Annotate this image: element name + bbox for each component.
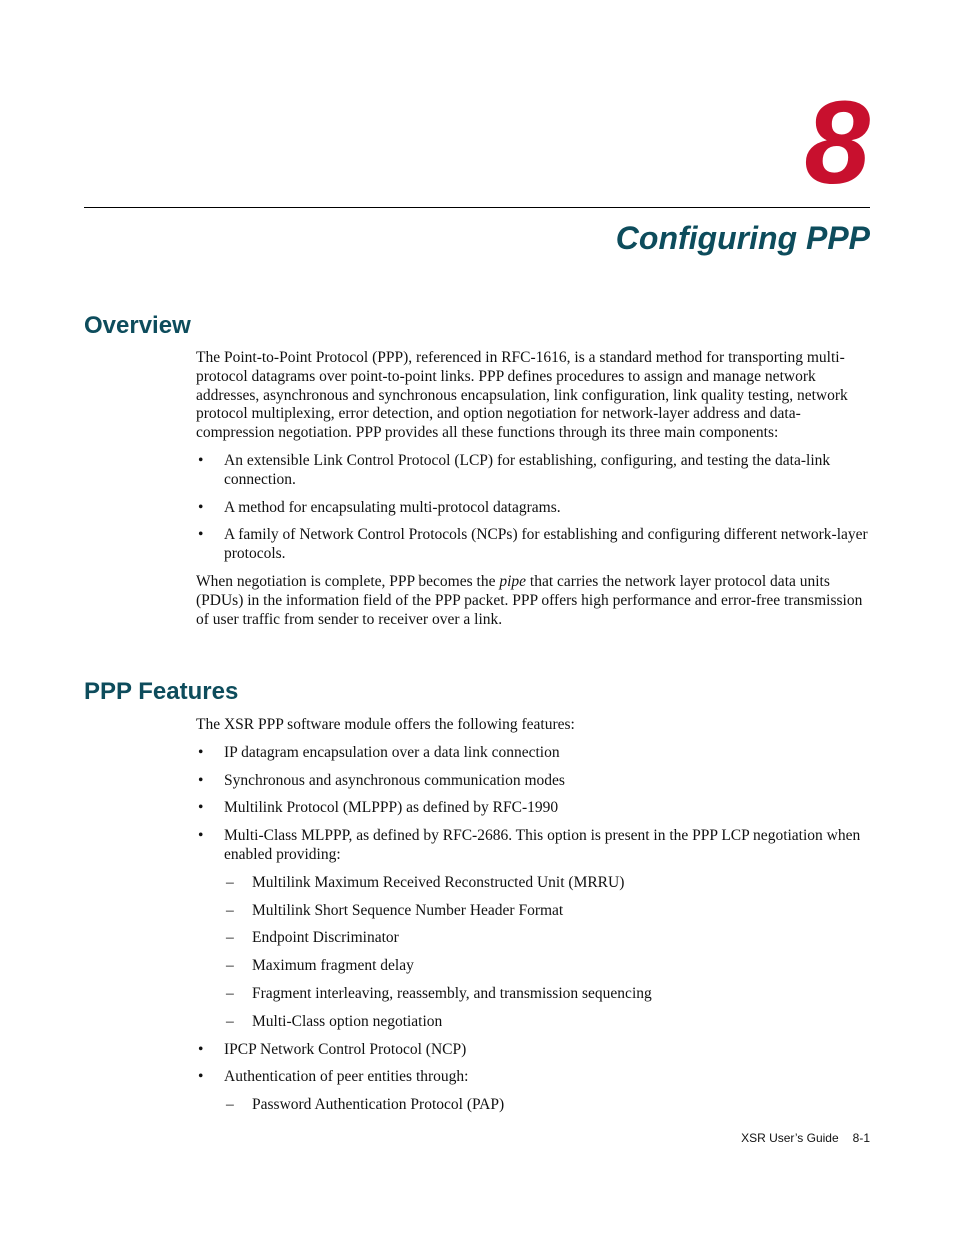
chapter-title: Configuring PPP <box>615 220 870 256</box>
overview-heading: Overview <box>84 312 191 339</box>
page-footer <box>741 1130 870 1146</box>
features-heading: PPP Features <box>84 678 239 705</box>
features-section <box>196 716 870 1115</box>
overview-bullet-list <box>196 452 870 564</box>
closing-text-start: When negotiation is complete, PPP becomes the <box>196 572 500 590</box>
list-item-text: Authentication of peer entities through: <box>224 1068 469 1086</box>
sub-list-item: – Multi-Class option negotiation <box>224 1013 870 1032</box>
sub-list-item: – Endpoint Discriminator <box>224 929 870 948</box>
mlppp-sub-list <box>224 874 870 1032</box>
sub-list-item: – Multilink Maximum Received Reconstructed Unit (MRRU) <box>224 874 870 893</box>
features-bullet-list <box>196 744 870 1115</box>
list-item: • A family of Network Control Protocols (NCPs) for establishing and configuring different network-layer protocols. <box>196 526 870 564</box>
list-item: • A method for encapsulating multi-protocol datagrams. <box>196 499 870 518</box>
overview-section <box>196 349 870 629</box>
page-number: 8-1 <box>852 1131 870 1145</box>
list-item <box>196 827 870 1031</box>
list-item: • Multilink Protocol (MLPPP) as defined by RFC-1990 <box>196 799 870 818</box>
auth-sub-list <box>224 1096 870 1115</box>
closing-text-end: that carries the network layer protocol data units (PDUs) in the information field of the PPP packet. PPP offers high performance and error-free transmission of user traffic from sender to receiver over a link. <box>196 572 863 628</box>
chapter-number: 8 <box>804 77 870 209</box>
overview-intro: The Point-to-Point Protocol (PPP), referenced in RFC-1616, is a standard method for transporting multi-protocol datagrams over point-to-point links. PPP defines procedures to assign and manage network addresses, asynchronous and synchronous encapsulation, link configuration, link quality testing, network protocol multiplexing, error detection, and option negotiation for network-layer address and data-compression negotiation. PPP provides all these functions through its three main components: <box>196 349 848 442</box>
list-item: • Synchronous and asynchronous communication modes <box>196 772 870 791</box>
sub-list-item: – Fragment interleaving, reassembly, and transmission sequencing <box>224 985 870 1004</box>
sub-list-item: – Password Authentication Protocol (PAP) <box>224 1096 870 1115</box>
list-item <box>196 1068 870 1115</box>
sub-list-item: – Multilink Short Sequence Number Header Format <box>224 902 870 921</box>
list-item: • IP datagram encapsulation over a data link connection <box>196 744 870 763</box>
overview-closing <box>196 573 870 629</box>
chapter-divider <box>84 207 870 208</box>
features-intro: The XSR PPP software module offers the following features: <box>196 716 575 733</box>
closing-emphasis: pipe <box>499 572 527 590</box>
list-item-text: Multi-Class MLPPP, as defined by RFC-2686. This option is present in the PPP LCP negotiation when enabled providing: <box>224 827 861 863</box>
list-item: • An extensible Link Control Protocol (LCP) for establishing, configuring, and testing the data-link connection. <box>196 452 870 490</box>
list-item: • IPCP Network Control Protocol (NCP) <box>196 1041 870 1060</box>
sub-list-item: – Maximum fragment delay <box>224 957 870 976</box>
guide-title: XSR User’s Guide <box>741 1131 839 1145</box>
